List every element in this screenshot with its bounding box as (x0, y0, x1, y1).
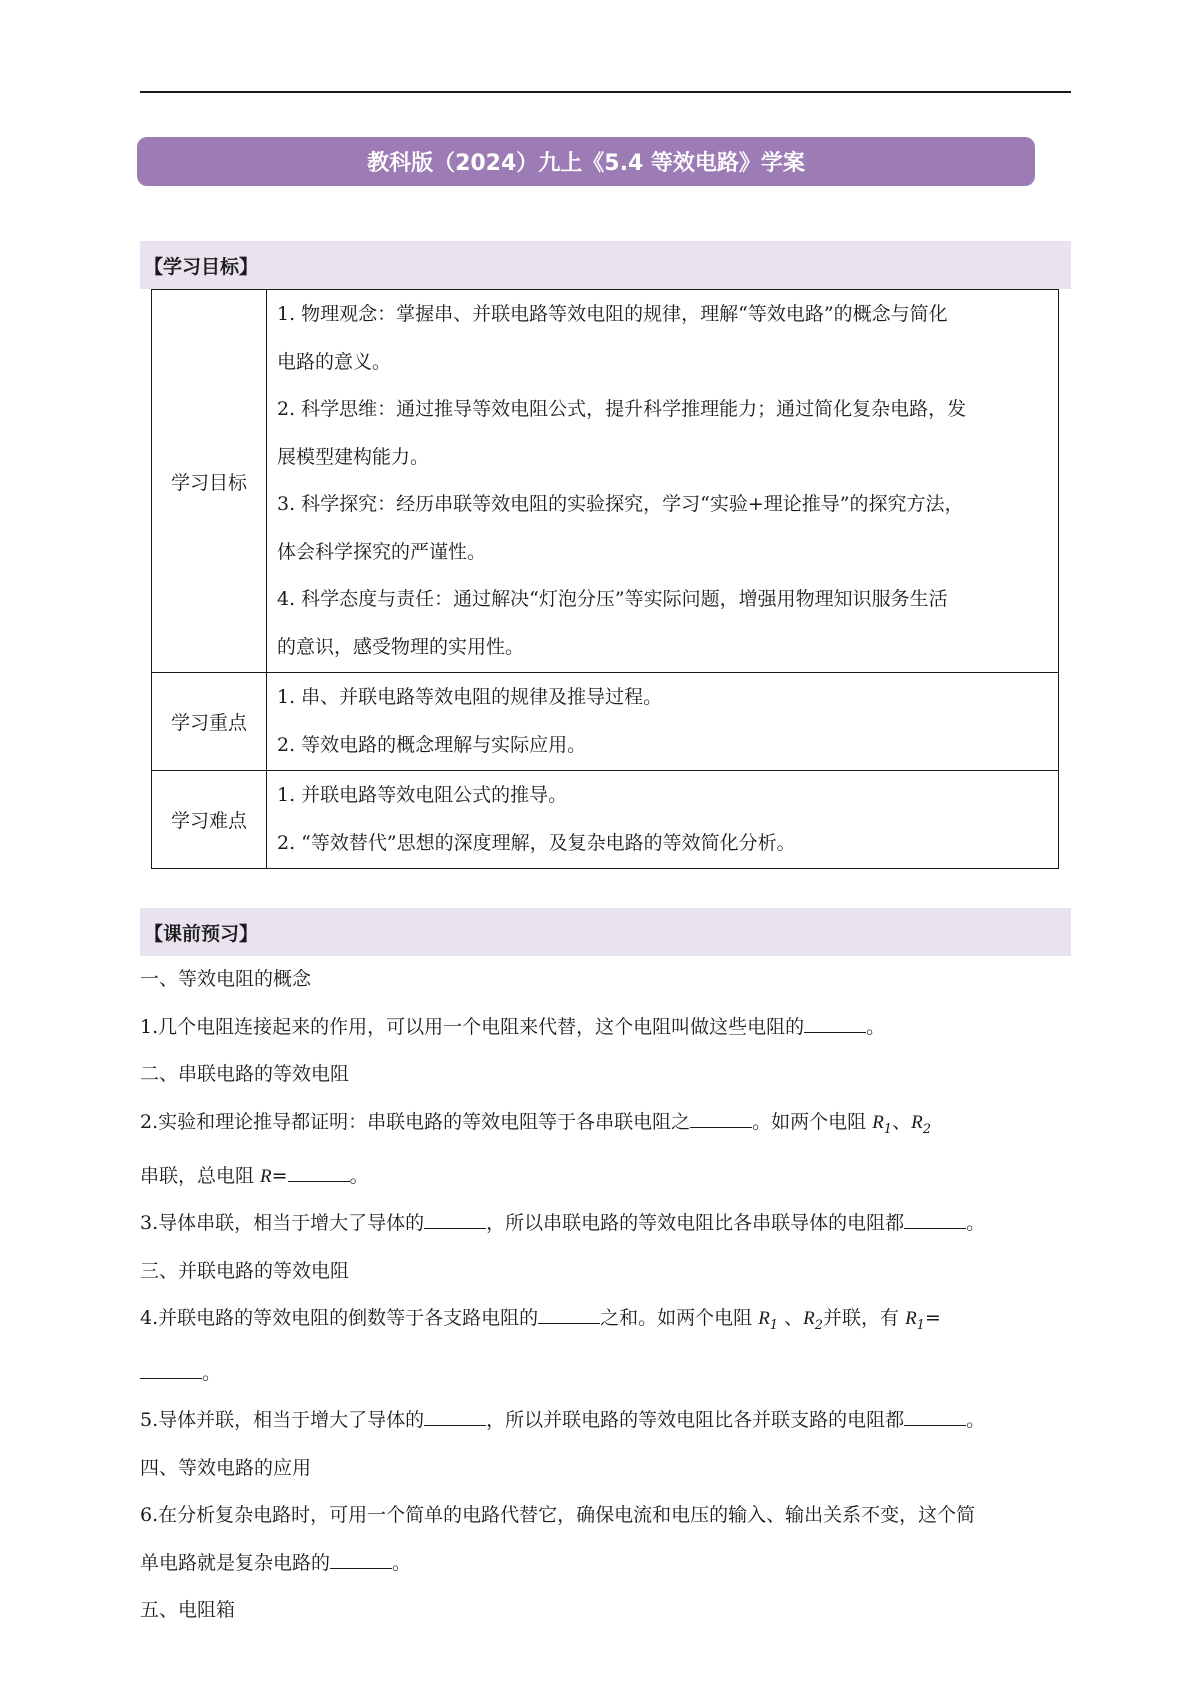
subheading: 四、等效电路的应用 (140, 1456, 312, 1479)
answer-blank[interactable] (424, 1405, 486, 1426)
page-title (137, 137, 1035, 186)
difficulty-line: 2. “等效替代”思想的深度理解，及复杂电路的等效简化分析。 (277, 831, 796, 854)
answer-blank[interactable] (804, 1012, 866, 1033)
page-title-text: 教科版（2024）九上《5.4 等效电路》学案 (367, 151, 805, 176)
table-row (152, 771, 1059, 869)
row-header: 学习难点 (152, 771, 267, 869)
difficulty-line: 1. 并联电路等效电阻公式的推导。 (277, 784, 568, 806)
answer-blank[interactable] (538, 1303, 600, 1324)
answer-blank[interactable] (288, 1161, 350, 1182)
row-content (267, 771, 1059, 869)
subheading: 五、电阻箱 (140, 1599, 236, 1622)
answer-blank[interactable] (330, 1548, 392, 1569)
preview-content (140, 956, 1075, 1635)
table-row (152, 290, 1059, 673)
question-6: 6.在分析复杂电路时，可用一个简单的电路代替它，确保电流和电压的输入、输出关系不变，这个简 (140, 1504, 976, 1527)
goal-line: 3. 科学探究：经历串联等效电阻的实验探究，学习“实验+理论推导”的探究方法， (277, 493, 964, 515)
goal-line: 2. 科学思维：通过推导等效电阻公式，提升科学推理能力；通过简化复杂电路，发 (277, 398, 967, 420)
question-5: 5.导体并联，相当于增大了导体的 ，所以并联电路的等效电阻比各并联支路的电阻都 。 (140, 1397, 1075, 1445)
goal-line: 4. 科学态度与责任：通过解决“灯泡分压”等实际问题，增强用物理知识服务生活 (277, 588, 948, 610)
answer-blank[interactable] (690, 1107, 752, 1128)
answer-blank[interactable] (904, 1208, 966, 1229)
goal-line: 电路的意义。 (277, 350, 392, 373)
question-4-cont: 。 (140, 1350, 1075, 1398)
goal-line: 1. 物理观念：掌握串、并联电路等效电阻的规律，理解“等效电路”的概念与简化 (277, 303, 948, 325)
goal-line: 体会科学探究的严谨性。 (277, 540, 487, 563)
goal-line: 的意识，感受物理的实用性。 (277, 635, 525, 658)
answer-blank[interactable] (904, 1405, 966, 1426)
section-heading-preview-text: 【课前预习】 (144, 922, 259, 945)
learning-goals-table (151, 289, 1059, 869)
answer-blank[interactable] (140, 1358, 202, 1379)
subheading: 三、并联电路的等效电阻 (140, 1259, 350, 1282)
answer-blank[interactable] (424, 1208, 486, 1229)
section-heading-goals (140, 241, 1071, 289)
subheading: 一、等效电阻的概念 (140, 968, 312, 990)
question-4: 4.并联电路的等效电阻的倒数等于各支路电阻的 之和。如两个电阻 $R_1$ 、$R_2$并联，有 $R_1=$ (140, 1295, 1075, 1349)
question-2: 2.实验和理论推导都证明：串联电路的等效电阻等于各串联电阻之 。如两个电阻 $R_1$、$R_2$ (140, 1099, 1075, 1153)
question-2-cont: 串联，总电阻 R= 。 (140, 1153, 1075, 1201)
key-point-line: 1. 串、并联电路等效电阻的规律及推导过程。 (277, 686, 663, 708)
section-heading-preview (140, 908, 1071, 956)
key-point-line: 2. 等效电路的概念理解与实际应用。 (277, 733, 587, 756)
question-3: 3.导体串联，相当于增大了导体的 ，所以串联电路的等效电阻比各串联导体的电阻都 。 (140, 1200, 1075, 1248)
question-1: 1.几个电阻连接起来的作用，可以用一个电阻来代替，这个电阻叫做这些电阻的 。 (140, 1004, 1075, 1052)
row-header: 学习目标 (152, 290, 267, 673)
top-rule (140, 91, 1071, 93)
table-row (152, 673, 1059, 771)
row-content (267, 673, 1059, 771)
section-heading-goals-text: 【学习目标】 (144, 255, 259, 278)
goal-line: 展模型建构能力。 (277, 445, 430, 468)
question-6-cont: 单电路就是复杂电路的 。 (140, 1540, 1075, 1588)
row-content (267, 290, 1059, 673)
subheading: 二、串联电路的等效电阻 (140, 1063, 350, 1085)
row-header: 学习重点 (152, 673, 267, 771)
